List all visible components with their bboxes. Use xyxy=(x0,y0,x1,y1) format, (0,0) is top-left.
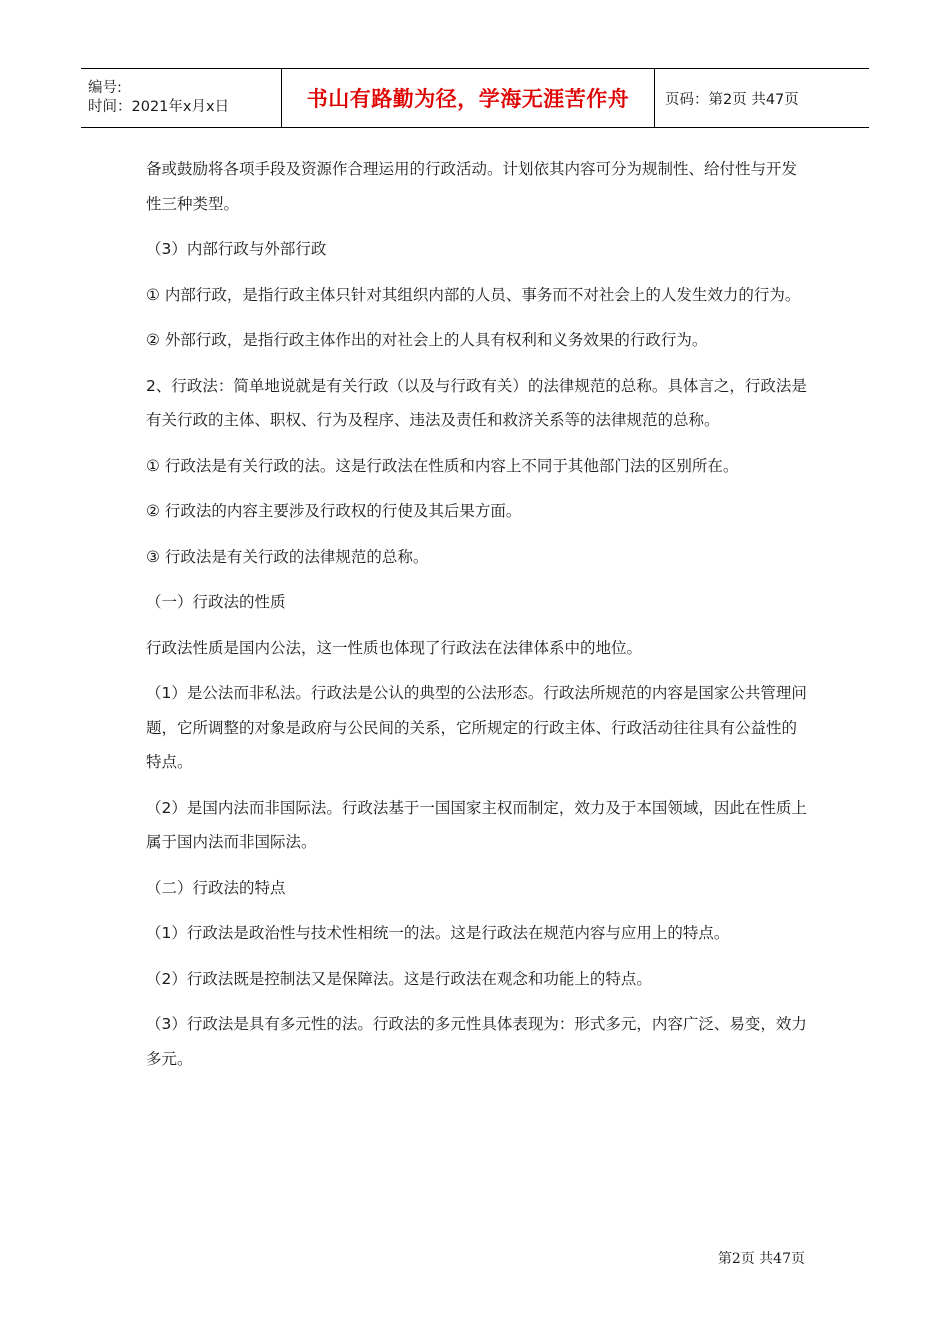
header-meta-cell xyxy=(81,69,282,127)
document-date-label: 时间：2021年x月x日 xyxy=(88,99,230,115)
paragraph: （2）行政法既是控制法又是保障法。这是行政法在观念和功能上的特点。 xyxy=(146,969,652,988)
section-heading: （二）行政法的特点 xyxy=(146,878,286,897)
section-heading: （一）行政法的性质 xyxy=(146,593,286,611)
page-footer: 第2页 共47页 xyxy=(717,1251,805,1267)
paragraph: ① 内部行政，是指行政主体只针对其组织内部的人员、事务而不对社会上的人发生效力的行为。 xyxy=(146,285,801,304)
paragraph: （1）行政法是政治性与技术性相统一的法。这是行政法在规范内容与应用上的特点。 xyxy=(146,924,730,942)
paragraph: 2、行政法：简单地说就是有关行政（以及与行政有关）的法律规范的总称。具体言之，行政法是有关行政的主体、职权、行为及程序、违法及责任和救济关系等的法律规范的总称。 xyxy=(146,376,807,429)
paragraph: （1）是公法而非私法。行政法是公认的典型的公法形态。行政法所规范的内容是国家公共管理问题，它所调整的对象是政府与公民间的关系，它所规定的行政主体、行政活动往往具有公益性的特点。 xyxy=(146,684,807,771)
paragraph: ② 行政法的内容主要涉及行政权的行使及其后果方面。 xyxy=(146,502,522,520)
paragraph: 备或鼓励将各项手段及资源作合理运用的行政活动。计划依其内容可分为规制性、给付性与开发性三种类型。 xyxy=(146,160,798,213)
paragraph: （2）是国内法而非国际法。行政法基于一国国家主权而制定，效力及于本国领域，因此在性质上属于国内法而非国际法。 xyxy=(146,798,807,851)
section-heading: （3）内部行政与外部行政 xyxy=(146,240,327,258)
header-motto: 书山有路勤为径，学海无涯苦作舟 xyxy=(282,69,655,127)
header-page-number: 页码：第2页 共47页 xyxy=(665,91,799,108)
page-header xyxy=(81,68,869,128)
paragraph: ① 行政法是有关行政的法。这是行政法在性质和内容上不同于其他部门法的区别所在。 xyxy=(146,456,739,475)
paragraph: ③ 行政法是有关行政的法律规范的总称。 xyxy=(146,547,429,566)
paragraph: ② 外部行政，是指行政主体作出的对社会上的人具有权利和义务效果的行政行为。 xyxy=(146,331,708,349)
paragraph: （3）行政法是具有多元性的法。行政法的多元性具体表现为：形式多元，内容广泛、易变，效力多元。 xyxy=(146,1015,807,1068)
document-body xyxy=(146,152,810,1087)
document-number-label: 编号: xyxy=(88,80,122,96)
paragraph: 行政法性质是国内公法，这一性质也体现了行政法在法律体系中的地位。 xyxy=(146,638,643,657)
